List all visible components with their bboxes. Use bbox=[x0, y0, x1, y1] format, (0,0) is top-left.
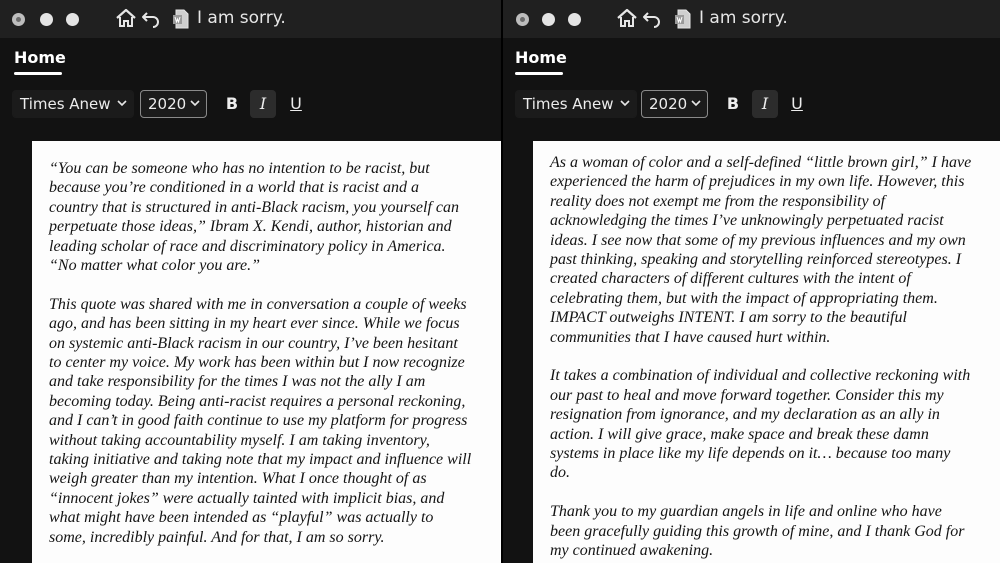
paragraph: Thank you to my guardian angels in life and online who have been gracefully guiding this growth of mine, and I thank God for my continued awakening. bbox=[550, 503, 965, 560]
zoom-icon[interactable] bbox=[568, 13, 581, 26]
underline-button[interactable]: U bbox=[290, 94, 302, 113]
document-body[interactable] bbox=[49, 159, 502, 563]
tab-home-indicator bbox=[515, 72, 563, 75]
title-bar bbox=[0, 0, 502, 38]
minimize-icon[interactable] bbox=[542, 13, 555, 26]
document-body[interactable] bbox=[550, 153, 1000, 563]
font-size-value: 2020 bbox=[148, 95, 187, 113]
chevron-down-icon bbox=[620, 100, 630, 107]
italic-button[interactable]: I bbox=[250, 90, 276, 118]
font-size-select[interactable] bbox=[140, 90, 207, 118]
minimize-icon[interactable] bbox=[40, 13, 53, 26]
paragraph: This quote was shared with me in conversation a couple of weeks ago, and has been sitting in my heart ever since. While we focus on systemic anti-Black racism in our country, I’ve been hesitant to center my voice. My work has been within but I now recognize and take responsibility for the times I was not the ally I am becoming today. Being anti-racist requires a personal reckoning, and I can’t in good faith continue to use my platform for progress without taking accountability myself. I am taking inventory, taking initiative and taking note that my impact and influence will weigh greater than my intention. What I once thought of as “innocent jokes” were actually tainted with implicit bias, and what might have been intended as “playful” was actually to some, incredibly painful. And for that, I am so sorry. bbox=[49, 295, 472, 546]
document-window-right bbox=[503, 0, 1000, 563]
font-name-select[interactable] bbox=[515, 90, 637, 118]
document-title: I am sorry. bbox=[699, 8, 788, 28]
close-icon[interactable] bbox=[516, 13, 529, 26]
ribbon bbox=[503, 38, 1000, 124]
font-name-select[interactable] bbox=[12, 90, 134, 118]
paragraph: “You can be someone who has no intention to be racist, but because you’re conditioned in a world that is racist and a country that is structured in anti-Black racism, you yourself can perpetuate those ideas,” Ibram X. Kendi, author, historian and leading scholar of race and discriminatory policy in America. “No matter what color you are.” bbox=[49, 160, 460, 275]
font-name-value: Times Anew bbox=[523, 95, 614, 113]
document-page[interactable] bbox=[533, 141, 1000, 563]
home-icon[interactable] bbox=[115, 8, 137, 28]
chevron-down-icon bbox=[190, 100, 200, 107]
italic-button[interactable]: I bbox=[752, 90, 778, 118]
chevron-down-icon bbox=[117, 100, 127, 107]
document-icon bbox=[173, 9, 190, 29]
underline-button[interactable]: U bbox=[791, 94, 803, 113]
tab-home-indicator bbox=[14, 72, 62, 75]
home-icon[interactable] bbox=[616, 8, 638, 28]
tab-home[interactable]: Home bbox=[515, 48, 567, 67]
title-bar bbox=[503, 0, 1000, 38]
close-icon[interactable] bbox=[12, 13, 25, 26]
font-name-value: Times Anew bbox=[20, 95, 111, 113]
document-title: I am sorry. bbox=[197, 8, 286, 28]
tab-home[interactable]: Home bbox=[14, 48, 66, 67]
font-size-value: 2020 bbox=[649, 95, 688, 113]
paragraph: As a woman of color and a self-defined “little brown girl,” I have experienced the harm of prejudices in my own life. However, this reality does not exempt me from the responsibility of acknowledging the times I’ve unknowingly perpetuated racist ideas. I see now that some of my previous influences and my own past thinking, speaking and storytelling reinforced stereotypes. I created characters of different cultures with the intent of celebrating them, but with the impact of appropriating them. IMPACT outweighs INTENT. I am sorry to the beautiful communities that I have caused hurt within. bbox=[550, 154, 972, 346]
bold-button[interactable]: B bbox=[726, 94, 740, 113]
undo-icon[interactable] bbox=[642, 8, 662, 28]
document-icon bbox=[675, 9, 692, 29]
paragraph: It takes a combination of individual and collective reckoning with our past to heal and move forward together. Consider this my resignation from ignorance, and my declaration as an ally in action. I will give grace, make space and break these damn systems in place like my life depends on it… because too many do. bbox=[550, 367, 971, 482]
chevron-down-icon bbox=[691, 100, 701, 107]
ribbon bbox=[0, 38, 502, 124]
font-size-select[interactable] bbox=[641, 90, 708, 118]
undo-icon[interactable] bbox=[141, 8, 161, 28]
bold-button[interactable]: B bbox=[225, 94, 239, 113]
zoom-icon[interactable] bbox=[66, 13, 79, 26]
document-page[interactable] bbox=[32, 141, 502, 563]
